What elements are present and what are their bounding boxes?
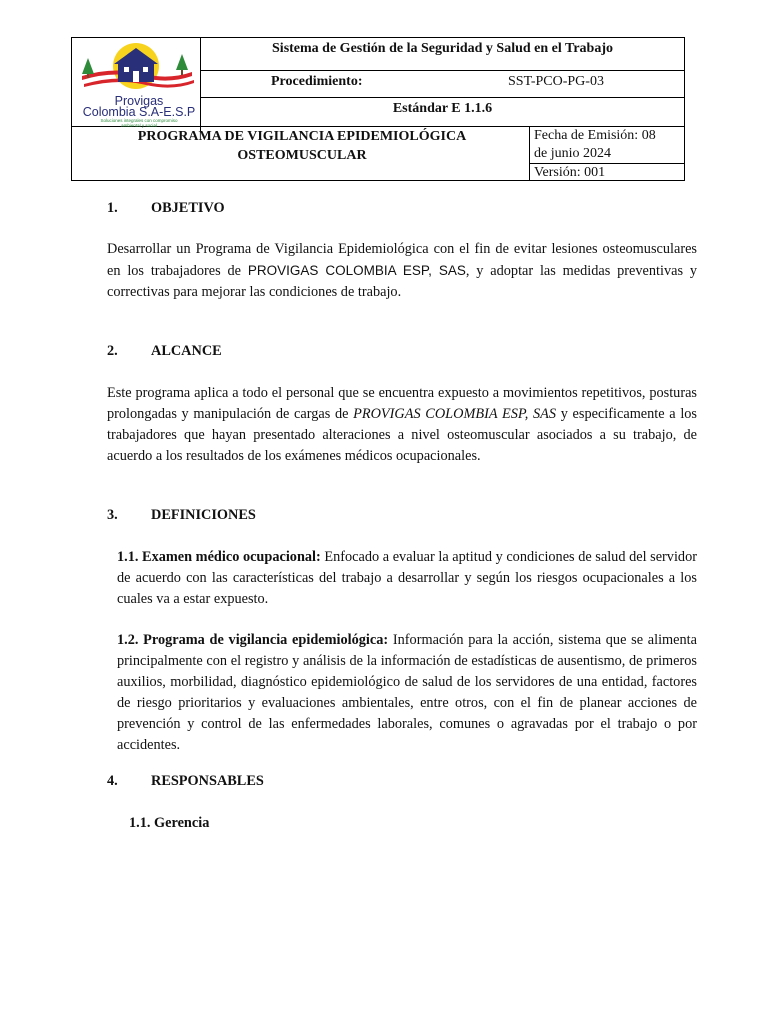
header-divider — [529, 126, 530, 181]
program-title — [82, 127, 522, 165]
logo-company-name — [78, 96, 200, 118]
procedure-label: Procedimiento: — [271, 74, 363, 89]
section-heading — [107, 200, 225, 217]
emission-date — [534, 127, 656, 163]
emission-date-line2: de junio 2024 — [534, 146, 611, 161]
logo-name-line2: Colombia S.A-E.S.P — [82, 105, 196, 119]
scope-paragraph — [107, 383, 697, 467]
section-title: OBJETIVO — [151, 200, 225, 216]
definition-item — [117, 547, 697, 610]
section-heading — [107, 343, 222, 360]
company-name: PROVIGAS COLOMBIA ESP, SAS — [247, 263, 466, 278]
section-title: RESPONSABLES — [151, 773, 264, 789]
company-logo — [74, 40, 198, 128]
paragraph-text: Desarrollar un Programa de Vigilancia Epidemiológica con el fin de evitar lesiones osteomusculares en los trabajadores de — [107, 241, 697, 279]
section-number: 3. — [107, 507, 118, 523]
procedure-code: SST-PCO-PG-03 — [508, 74, 604, 89]
company-name: PROVIGAS COLOMBIA ESP, SAS — [353, 406, 557, 422]
section-heading — [107, 773, 264, 790]
program-title-line2: OSTEOMUSCULAR — [237, 148, 367, 163]
emission-date-line1: Fecha de Emisión: 08 — [534, 128, 656, 143]
definition-item — [117, 630, 697, 756]
logo-name-line1: Provigas — [114, 94, 164, 108]
definition-term: 1.1. Examen médico ocupacional: — [117, 549, 321, 565]
logo-tagline-line1: Soluciones integrales con compromiso — [100, 118, 178, 123]
section-number: 4. — [107, 773, 118, 789]
section-number: 1. — [107, 200, 118, 216]
document-header-table — [71, 37, 685, 181]
version-label: Versión: 001 — [534, 165, 606, 180]
system-title: Sistema de Gestión de la Seguridad y Salud en el Trabajo — [272, 41, 613, 56]
definition-text: Información para la acción, sistema que se alimenta principalmente con el registro y análisis de la información de estadísticas de ausentismo, de primeros auxilios, morbilidad, diagnóstico epidemiológico de salud de los servidores de una entidad, factores de riesgo prioritarios y evaluaciones ambientales, entre otros, con el fin de planear acciones de prevención y control de las enfermedades laborales, comunes o agravadas por el trabajo o por accidentes. — [117, 632, 697, 753]
logo-tagline-line2: ambiental y social — [121, 122, 157, 128]
program-title-line1: PROGRAMA DE VIGILANCIA EPIDEMIOLÓGICA — [137, 129, 467, 144]
section-heading — [107, 507, 256, 524]
definition-term: 1.2. Programa de vigilancia epidemiológica: — [117, 632, 389, 648]
definition-text: Enfocado a evaluar la aptitud y condiciones de salud del servidor de acuerdo con las características del trabajo a desarrollar y según los riesgos ocupacionales a los cuales va a estar expuesto. — [117, 549, 697, 607]
objective-paragraph — [107, 239, 697, 303]
section-number: 2. — [107, 343, 118, 359]
paragraph-text: Este programa aplica a todo el personal que se encuentra expuesto a movimientos repetitivos, posturas prolongadas y manipulación de cargas de — [107, 385, 697, 422]
section-title: DEFINICIONES — [151, 507, 256, 523]
section-title: ALCANCE — [151, 343, 222, 359]
paragraph-text: , y adoptar las medidas preventivas y correctivas para mejorar las condiciones de trabajo. — [107, 263, 698, 300]
paragraph-text: y especificamente a los trabajadores que hayan presentado alteraciones a nivel osteomuscular asociados a su trabajo, de acuerdo a los resultados de los exámenes médicos ocupacionales. — [107, 406, 697, 464]
subsection-heading: 1.1. Gerencia — [129, 815, 210, 831]
standard-label: Estándar E 1.1.6 — [392, 101, 493, 116]
